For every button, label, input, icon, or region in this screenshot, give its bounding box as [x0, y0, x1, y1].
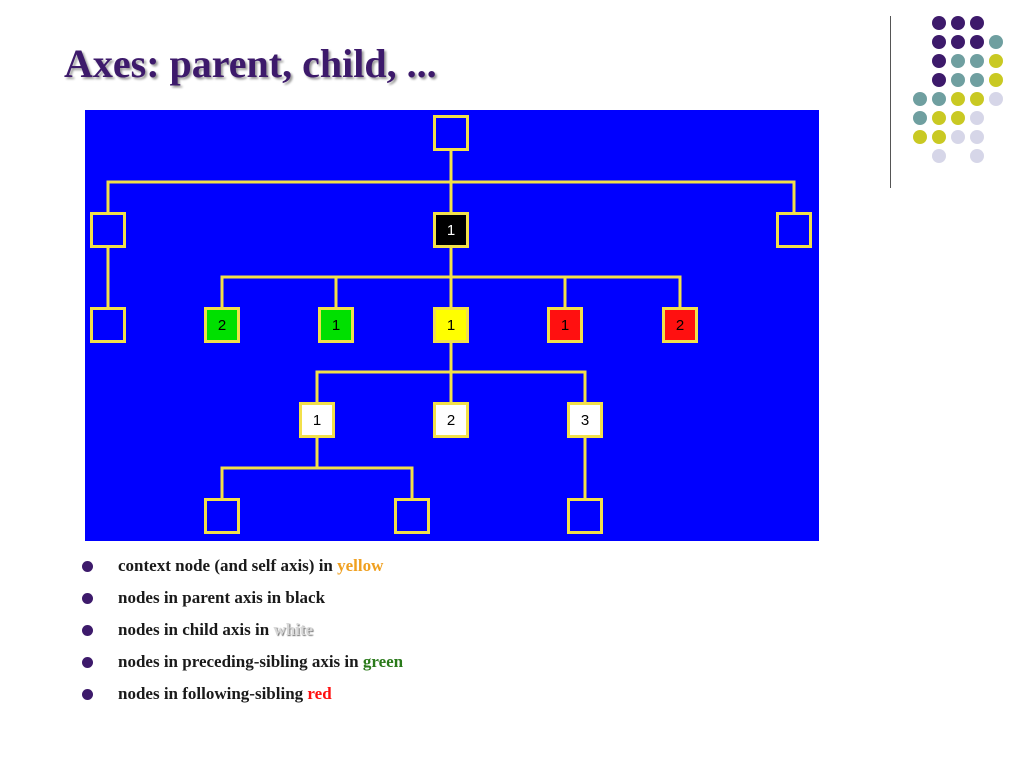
- node-grandchild-1: [204, 498, 240, 534]
- node-child-1: 1: [299, 402, 335, 438]
- decorative-dot: [970, 16, 984, 30]
- decorative-dot: [951, 73, 965, 87]
- legend-item-context: [80, 554, 403, 586]
- legend-highlight-green: green: [362, 652, 404, 671]
- legend-text: nodes in parent axis in black: [118, 588, 326, 607]
- decorative-dot: [970, 35, 984, 49]
- bullet-icon: [82, 593, 93, 604]
- axis-tree-diagram: [85, 110, 819, 541]
- decorative-dot: [970, 130, 984, 144]
- decorative-dot: [951, 92, 965, 106]
- decorative-divider: [890, 16, 891, 188]
- legend-item-following-sibling: [80, 682, 403, 714]
- decorative-dot: [932, 54, 946, 68]
- bullet-icon: [82, 561, 93, 572]
- node-grandchild-2: [394, 498, 430, 534]
- decorative-dot: [932, 130, 946, 144]
- node-level2-far-left: [90, 307, 126, 343]
- decorative-dot: [932, 16, 946, 30]
- decorative-dot: [970, 73, 984, 87]
- node-preceding-sibling-1: 1: [318, 307, 354, 343]
- decorative-dot: [989, 54, 1003, 68]
- decorative-dot: [913, 130, 927, 144]
- decorative-dot: [989, 35, 1003, 49]
- legend-text: nodes in child axis in: [118, 620, 274, 639]
- bullet-icon: [82, 657, 93, 668]
- legend-text: context node (and self axis) in: [118, 556, 338, 575]
- node-following-sibling-2: 2: [662, 307, 698, 343]
- decorative-dot: [932, 149, 946, 163]
- node-following-sibling-1: 1: [547, 307, 583, 343]
- node-child-2: 2: [433, 402, 469, 438]
- node-child-3: 3: [567, 402, 603, 438]
- decorative-dot: [951, 35, 965, 49]
- decorative-dot: [970, 149, 984, 163]
- legend-highlight-red: red: [307, 684, 332, 703]
- decorative-dot: [932, 111, 946, 125]
- decorative-dot: [951, 54, 965, 68]
- decorative-dot: [951, 16, 965, 30]
- legend-item-parent: [80, 586, 403, 618]
- legend-text: nodes in following-sibling: [118, 684, 308, 703]
- decorative-dot: [951, 111, 965, 125]
- decorative-dot: [970, 92, 984, 106]
- decorative-dot: [970, 54, 984, 68]
- node-level1-left: [90, 212, 126, 248]
- bullet-icon: [82, 689, 93, 700]
- legend-item-child: [80, 618, 403, 650]
- node-preceding-sibling-2: 2: [204, 307, 240, 343]
- legend-highlight-white: white: [273, 620, 314, 639]
- node-level1-right: [776, 212, 812, 248]
- legend-item-preceding-sibling: [80, 650, 403, 682]
- decorative-dot: [932, 73, 946, 87]
- node-root: [433, 115, 469, 151]
- decorative-dot: [913, 111, 927, 125]
- node-parent: 1: [433, 212, 469, 248]
- decorative-dot: [932, 92, 946, 106]
- decorative-dot: [970, 111, 984, 125]
- decorative-dot: [989, 73, 1003, 87]
- legend-highlight-yellow: yellow: [337, 556, 384, 575]
- legend-list: [80, 554, 403, 714]
- node-context: 1: [433, 307, 469, 343]
- node-grandchild-3: [567, 498, 603, 534]
- decorative-dot: [951, 130, 965, 144]
- slide-title: Axes: parent, child, ...: [64, 41, 437, 86]
- bullet-icon: [82, 625, 93, 636]
- decorative-dot: [989, 92, 1003, 106]
- decorative-dot: [932, 35, 946, 49]
- legend-text: nodes in preceding-sibling axis in: [118, 652, 363, 671]
- decorative-dot: [913, 92, 927, 106]
